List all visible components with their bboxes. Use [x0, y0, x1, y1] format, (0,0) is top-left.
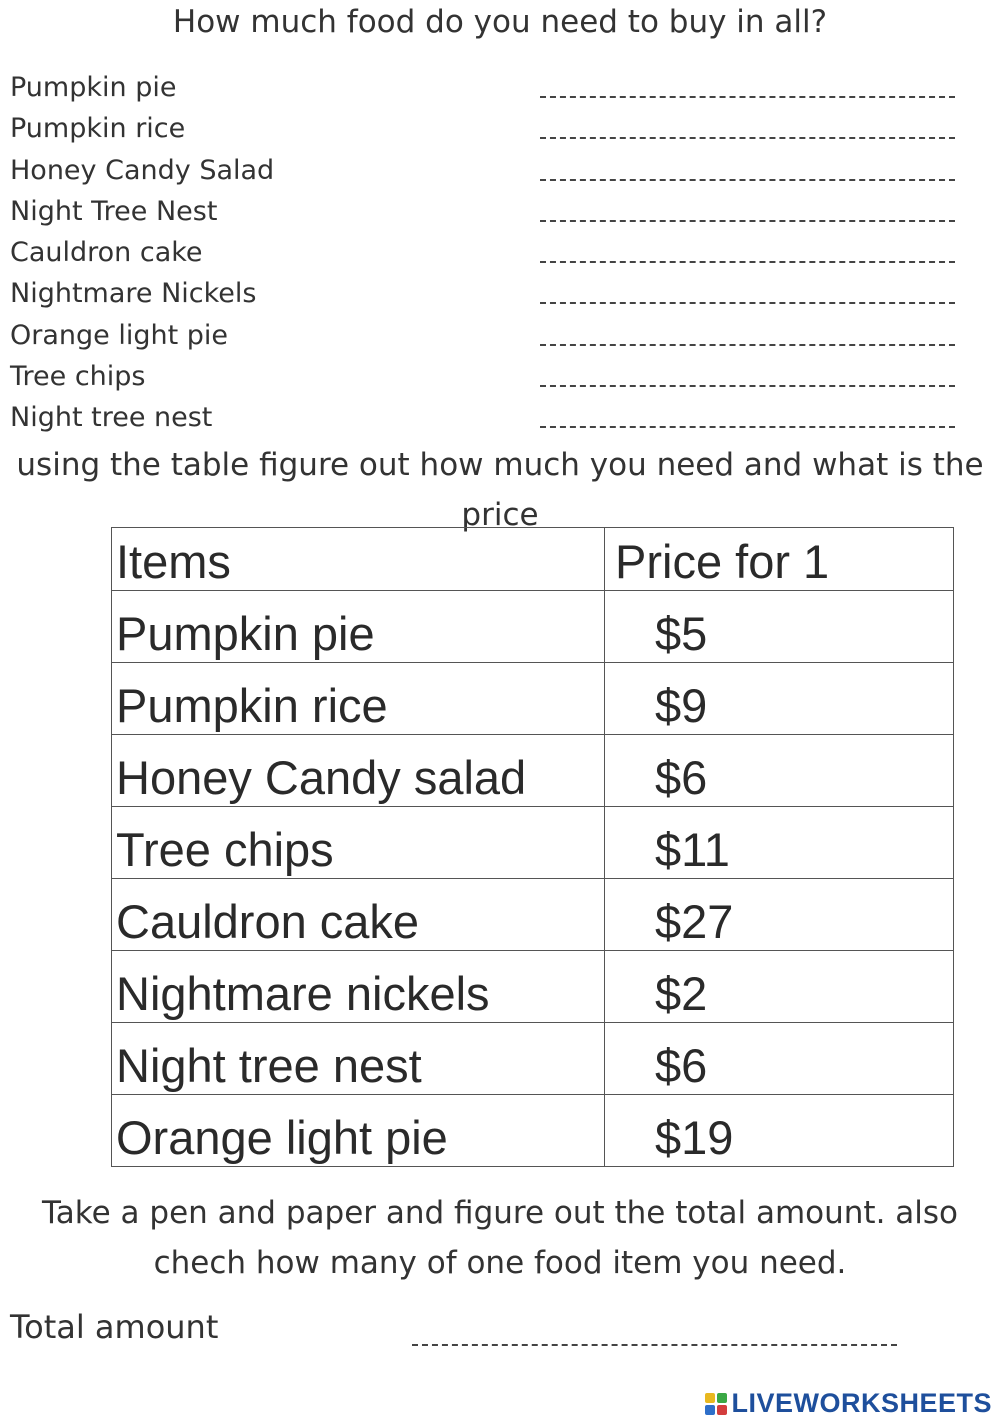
answer-blank[interactable]: [540, 426, 955, 428]
food-answer-row: [10, 235, 970, 276]
table-row: [112, 951, 954, 1023]
answer-blank[interactable]: [540, 261, 955, 263]
food-answer-row: [10, 318, 970, 359]
food-answer-list: [10, 70, 970, 442]
table-row: [112, 663, 954, 735]
item-price-cell: $5: [605, 591, 954, 663]
table-row: [112, 1095, 954, 1167]
food-item-label: Nightmare Nickels: [10, 278, 257, 310]
item-name-cell: Nightmare nickels: [112, 951, 605, 1023]
item-name-cell: Cauldron cake: [112, 879, 605, 951]
brand-watermark: [705, 1388, 992, 1419]
food-answer-row: [10, 70, 970, 111]
table-row: [112, 879, 954, 951]
food-answer-row: [10, 153, 970, 194]
item-name-cell: Honey Candy salad: [112, 735, 605, 807]
item-name-cell: Pumpkin pie: [112, 591, 605, 663]
answer-blank[interactable]: [540, 96, 955, 98]
item-name-cell: Tree chips: [112, 807, 605, 879]
food-answer-row: [10, 111, 970, 152]
food-item-label: Honey Candy Salad: [10, 154, 275, 186]
table-header-row: [112, 528, 954, 591]
item-price-cell: $19: [605, 1095, 954, 1167]
table-row: [112, 591, 954, 663]
food-item-label: Orange light pie: [10, 319, 229, 351]
table-row: [112, 807, 954, 879]
item-name-cell: Night tree nest: [112, 1023, 605, 1095]
logo-square-1: [705, 1393, 715, 1403]
item-price-cell: $9: [605, 663, 954, 735]
food-item-label: Pumpkin pie: [10, 72, 177, 103]
answer-blank[interactable]: [540, 302, 955, 304]
header-items: Items: [112, 528, 605, 591]
food-item-label: Tree chips: [10, 361, 146, 393]
food-item-label: Night Tree Nest: [10, 195, 218, 227]
item-price-cell: $6: [605, 735, 954, 807]
item-price-cell: $6: [605, 1023, 954, 1095]
food-answer-row: [10, 400, 970, 441]
price-table: [111, 527, 954, 1167]
total-amount-blank[interactable]: [412, 1344, 897, 1346]
total-amount-label: Total amount: [10, 1308, 219, 1346]
question-heading: How much food do you need to buy in all?: [172, 4, 828, 40]
food-answer-row: [10, 276, 970, 317]
total-instruction: Take a pen and paper and figure out the total amount. also chech how many of one food item you need.: [41, 1195, 959, 1281]
item-price-cell: $27: [605, 879, 954, 951]
answer-blank[interactable]: [540, 220, 955, 222]
brand-text: LIVEWORKSHEETS: [731, 1388, 992, 1418]
item-price-cell: $11: [605, 807, 954, 879]
food-item-label: Cauldron cake: [10, 237, 203, 269]
table-row: [112, 735, 954, 807]
liveworksheets-logo-icon: [705, 1393, 727, 1415]
logo-square-3: [705, 1405, 715, 1415]
item-price-cell: $2: [605, 951, 954, 1023]
food-item-label: Pumpkin rice: [10, 113, 186, 145]
item-name-cell: Orange light pie: [112, 1095, 605, 1167]
food-item-label: Night tree nest: [10, 402, 213, 434]
table-row: [112, 1023, 954, 1095]
logo-square-4: [717, 1405, 727, 1415]
answer-blank[interactable]: [540, 385, 955, 387]
answer-blank[interactable]: [540, 344, 955, 346]
answer-blank[interactable]: [540, 179, 955, 181]
food-answer-row: [10, 359, 970, 400]
header-price: Price for 1: [605, 528, 954, 591]
logo-square-2: [717, 1393, 727, 1403]
table-instruction: using the table figure out how much you need and what is the price: [16, 447, 984, 533]
food-answer-row: [10, 194, 970, 235]
item-name-cell: Pumpkin rice: [112, 663, 605, 735]
answer-blank[interactable]: [540, 137, 955, 139]
